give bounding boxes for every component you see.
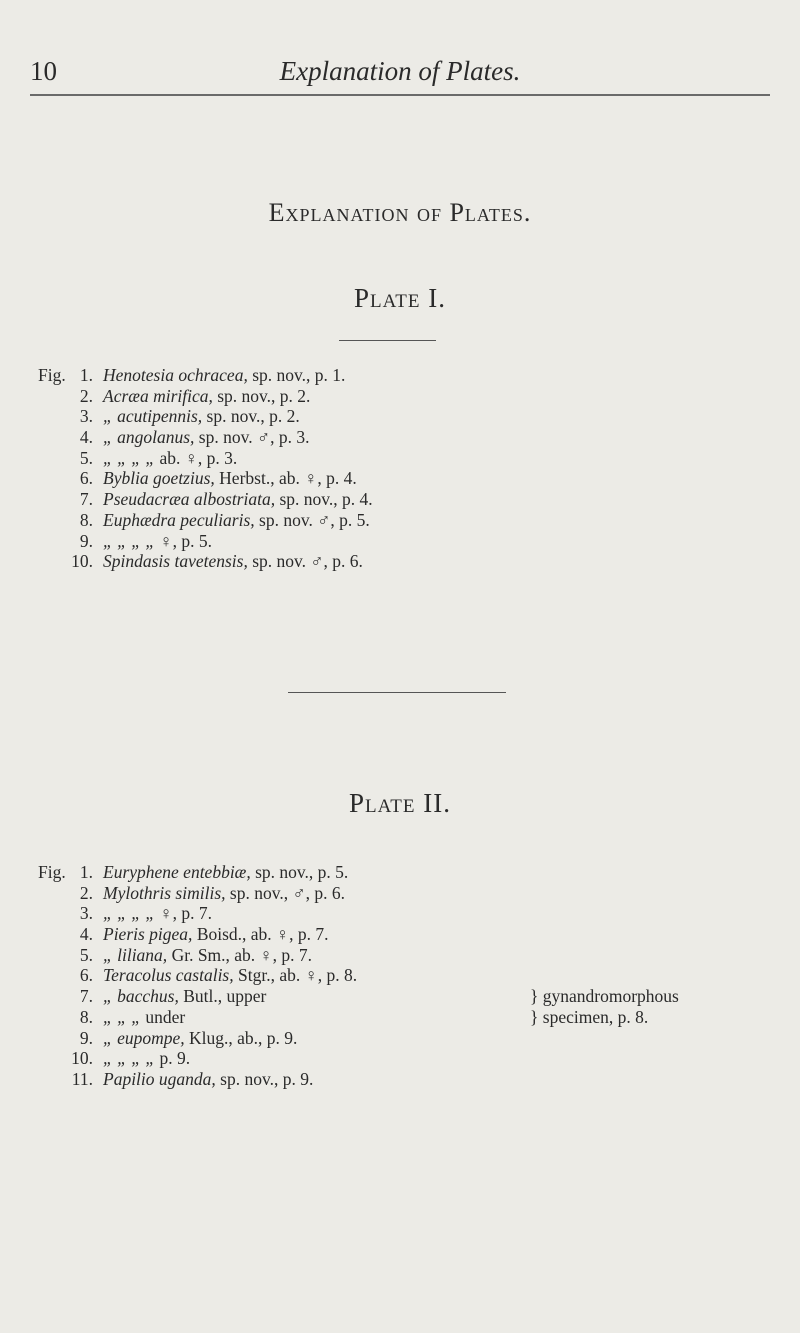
species-name: „ acutipennis, [103, 406, 203, 427]
plate-2-figure-list [0, 862, 800, 1090]
figure-details: sp. nov., p. 9. [215, 1068, 314, 1089]
figure-number: 4. [79, 427, 93, 448]
figure-entry [0, 468, 800, 489]
figure-description [103, 406, 300, 427]
figure-description [103, 551, 363, 572]
page-number: 10 [30, 56, 57, 86]
bracket-note: } gynandromorphous [530, 986, 679, 1007]
figure-details: sp. nov., p. 2. [202, 406, 300, 427]
header-rule [30, 94, 770, 96]
figure-number: 8. [79, 509, 93, 530]
figure-number: 10. [71, 1048, 93, 1069]
species-name: Acræa mirifica, [103, 385, 213, 406]
figure-details: Boisd., ab. ♀, p. 7. [192, 924, 329, 945]
figure-details: ab. ♀, p. 3. [155, 447, 238, 468]
figure-number: 6. [79, 468, 93, 489]
figure-entry [0, 448, 800, 469]
species-name: „ „ „ „ [103, 903, 156, 924]
species-name: „ bacchus, [103, 986, 179, 1007]
figure-number: 1. [79, 365, 93, 385]
figure-details: sp. nov., ♂, p. 6. [225, 882, 345, 903]
figure-details: sp. nov. ♂, p. 5. [254, 509, 370, 530]
species-name: „ „ „ „ [103, 530, 156, 551]
figure-details: Gr. Sm., ab. ♀, p. 7. [167, 944, 313, 965]
figure-entry [0, 510, 800, 531]
figure-description [103, 510, 370, 531]
plate-1-heading: Plate I. [354, 283, 446, 313]
figure-entry [0, 489, 800, 510]
figure-details: Herbst., ab. ♀, p. 4. [214, 468, 357, 489]
figure-details: sp. nov. ♂, p. 6. [247, 551, 363, 572]
figure-details: sp. nov. ♂, p. 3. [194, 427, 310, 448]
figure-number: 3. [79, 406, 93, 427]
species-name: Euryphene entebbiæ, [103, 862, 251, 882]
figure-description [103, 365, 345, 386]
figure-details: under [140, 1006, 186, 1027]
figure-description [103, 531, 212, 552]
figure-entry [0, 1028, 800, 1049]
figure-description [103, 1069, 313, 1090]
species-name: Mylothris similis, [103, 882, 226, 903]
figure-entry [0, 945, 800, 966]
figure-entry [0, 883, 800, 904]
figure-label: Fig. [38, 862, 66, 882]
species-name: Henotesia ochracea, [103, 365, 248, 385]
bracket-note: } specimen, p. 8. [530, 1006, 649, 1027]
figure-number: 4. [79, 924, 93, 945]
figure-number: 1. [79, 862, 93, 882]
figure-details: sp. nov., p. 4. [275, 489, 373, 510]
figure-number: 8. [79, 1006, 93, 1027]
species-name: Teracolus castalis, [103, 965, 234, 986]
figure-description [103, 1007, 185, 1028]
figure-number: 2. [79, 385, 93, 406]
figure-number: 9. [79, 1027, 93, 1048]
figure-entry [0, 903, 800, 924]
figure-details: Stgr., ab. ♀, p. 8. [233, 965, 358, 986]
figure-description [103, 1048, 190, 1069]
species-name: „ „ „ „ [103, 1048, 156, 1069]
figure-entry [0, 531, 800, 552]
figure-entry [0, 551, 800, 572]
figure-description [103, 862, 348, 883]
figure-details: ♀, p. 5. [155, 530, 212, 551]
species-name: Byblia goetzius, [103, 468, 215, 489]
figure-number: 11. [71, 1068, 93, 1089]
figure-description [103, 448, 237, 469]
figure-description [103, 427, 309, 448]
figure-number: 5. [79, 944, 93, 965]
figure-details: sp. nov., p. 5. [250, 862, 349, 882]
figure-entry [0, 862, 800, 883]
species-name: „ eupompe, [103, 1027, 185, 1048]
figure-description [103, 924, 329, 945]
figure-details: sp. nov., p. 1. [247, 365, 346, 385]
figure-number: 10. [71, 551, 93, 572]
figure-description [103, 386, 310, 407]
figure-entry [0, 1048, 800, 1069]
section-rule [288, 692, 506, 693]
figure-number: 7. [79, 489, 93, 510]
figure-entry [0, 406, 800, 427]
species-name: „ angolanus, [103, 427, 195, 448]
figure-description [103, 965, 357, 986]
figure-number: 7. [79, 986, 93, 1007]
short-rule [339, 340, 436, 341]
figure-details: Butl., upper [178, 986, 267, 1007]
page-title: Explanation of Plates. [268, 198, 532, 227]
species-name: Euphædra peculiaris, [103, 509, 255, 530]
figure-description [103, 489, 373, 510]
figure-description [103, 883, 345, 904]
running-title: Explanation of Plates. [279, 56, 521, 86]
figure-description [103, 468, 357, 489]
figure-description [103, 903, 212, 924]
figure-entry [0, 386, 800, 407]
figure-description [103, 945, 312, 966]
species-name: „ „ „ [103, 1006, 141, 1027]
figure-entry [0, 986, 800, 1007]
figure-number: 3. [79, 903, 93, 924]
figure-description [103, 986, 266, 1007]
figure-details: Klug., ab., p. 9. [184, 1027, 298, 1048]
figure-number: 5. [79, 447, 93, 468]
species-name: Pseudacræa albostriata, [103, 489, 276, 510]
figure-entry [0, 965, 800, 986]
figure-entry [0, 1007, 800, 1028]
species-name: Spindasis tavetensis, [103, 551, 248, 572]
plate-1-figure-list [0, 365, 800, 572]
species-name: „ „ „ „ [103, 447, 156, 468]
figure-number: 9. [79, 530, 93, 551]
figure-number: 2. [79, 882, 93, 903]
figure-details: p. 9. [155, 1048, 191, 1069]
figure-entry [0, 365, 800, 386]
figure-description [103, 1028, 297, 1049]
figure-details: sp. nov., p. 2. [212, 385, 311, 406]
species-name: „ liliana, [103, 944, 168, 965]
figure-entry [0, 427, 800, 448]
species-name: Papilio uganda, [103, 1068, 216, 1089]
figure-entry [0, 1069, 800, 1090]
plate-2-heading: Plate II. [349, 788, 451, 818]
figure-label: Fig. [38, 365, 66, 385]
species-name: Pieris pigea, [103, 924, 193, 945]
figure-details: ♀, p. 7. [155, 903, 212, 924]
figure-number: 6. [79, 965, 93, 986]
figure-entry [0, 924, 800, 945]
